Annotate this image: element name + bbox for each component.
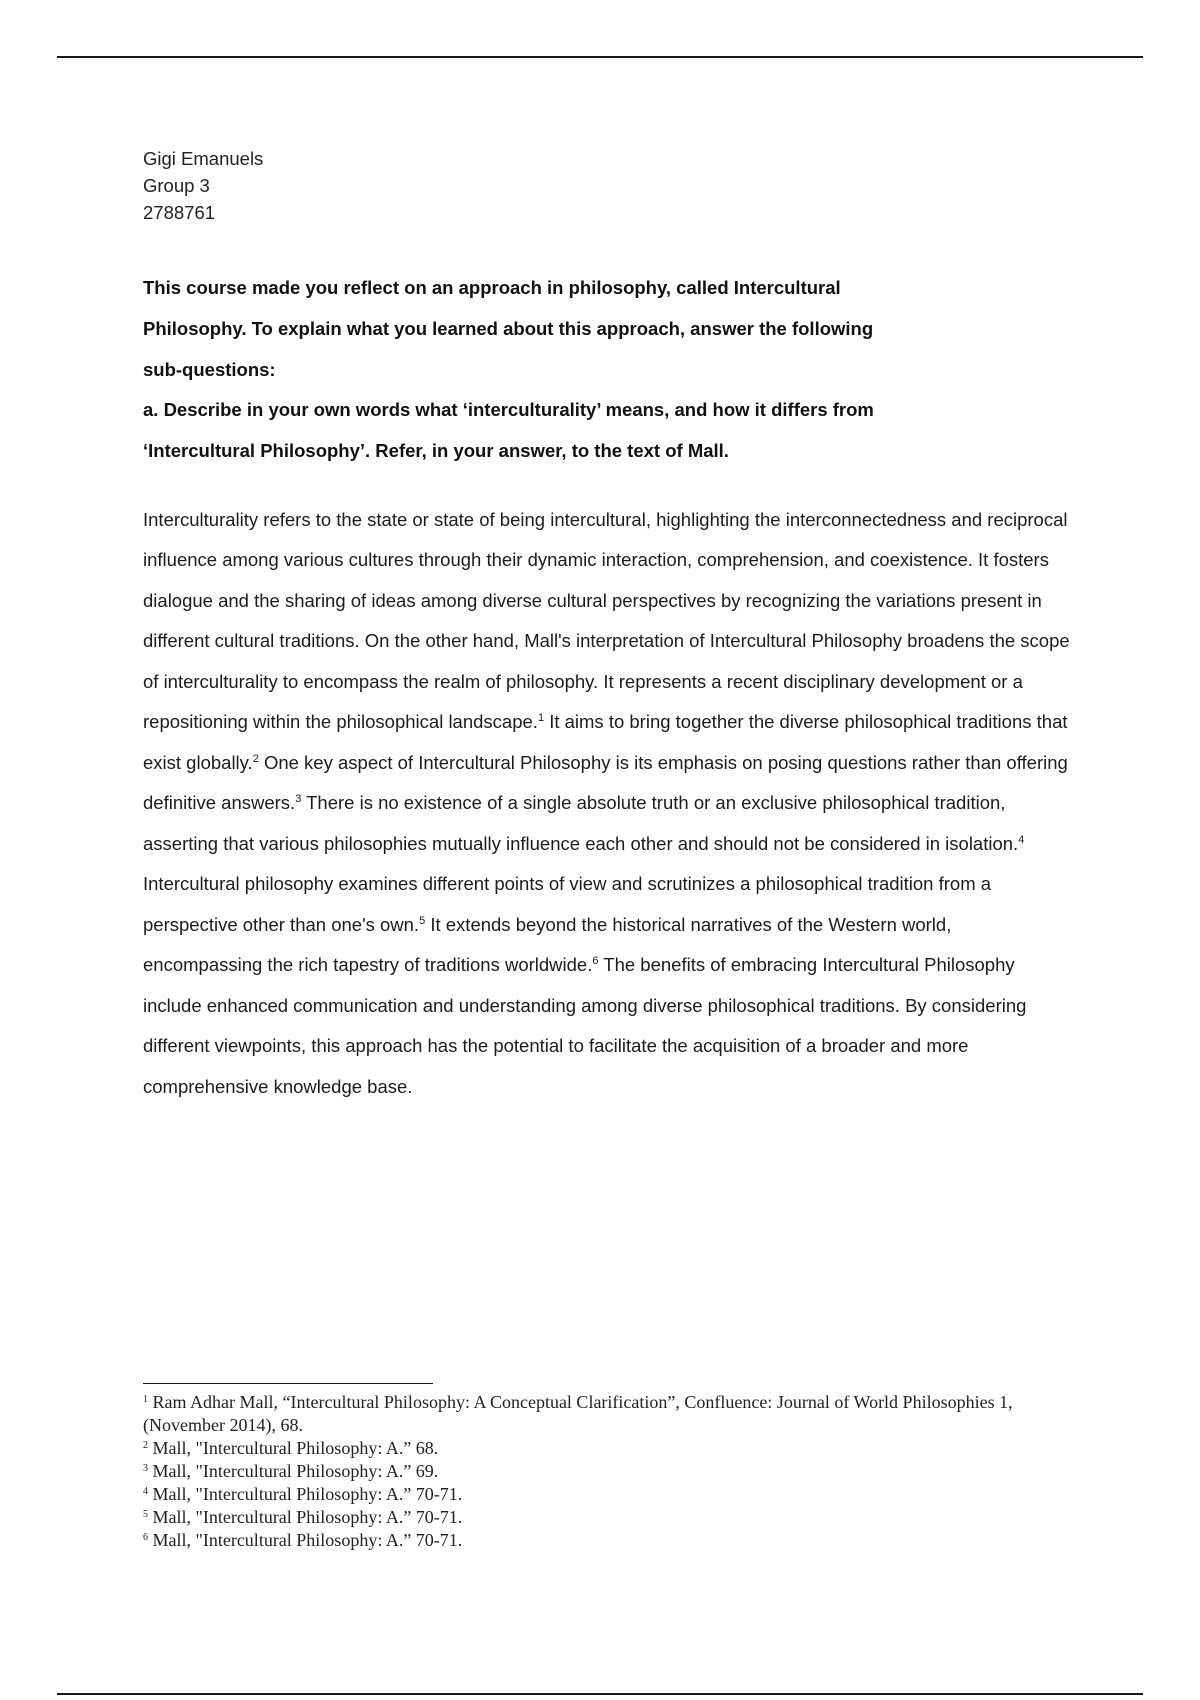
footnote-5 (143, 1506, 1023, 1529)
answer-segment: One key aspect of Intercultural Philosophy is its emphasis on posing questions rather than offering definitive answers. (143, 751, 1068, 814)
footnote-1 (143, 1391, 1023, 1437)
page-bottom-rule (57, 1693, 1143, 1695)
footnote-number: 2 (143, 1440, 148, 1451)
answer-segment: It extends beyond the historical narratives of the Western world, encompassing the rich tapestry of traditions worldwide. (143, 913, 952, 976)
footnote-number: 4 (143, 1486, 148, 1497)
footnote-separator (143, 1383, 433, 1384)
document-content (143, 145, 1073, 1107)
footnote-number: 6 (143, 1532, 148, 1543)
footnote-reference[interactable]: 5 (419, 914, 426, 927)
answer-segment: Interculturality refers to the state or state of being intercultural, highlighting the interconnectedness and reciprocal influence among various cultures through their dynamic interaction, comprehension, and coexistence. It fosters dialogue and the sharing of ideas among diverse cultural perspectives by recognizing the variations present in different cultural traditions. On the other hand, Mall's interpretation of Intercultural Philosophy broadens the scope of interculturality to encompass the realm of philosophy. It represents a recent disciplinary development or a repositioning within the philosophical landscape. (143, 508, 1070, 733)
footnote-text: Mall, "Intercultural Philosophy: A.” 68. (148, 1438, 439, 1458)
footnote-reference[interactable]: 6 (592, 955, 599, 968)
footnote-2 (143, 1437, 1023, 1460)
page-top-rule (57, 56, 1143, 58)
footnote-reference[interactable]: 3 (295, 793, 302, 806)
footnote-text: Mall, "Intercultural Philosophy: A.” 70-71. (148, 1484, 463, 1504)
footnote-4 (143, 1483, 1023, 1506)
footnote-number: 5 (143, 1509, 148, 1520)
student-number: 2788761 (143, 202, 216, 223)
answer-paragraph (143, 500, 1073, 1108)
author-name: Gigi Emanuels (143, 148, 264, 169)
footnote-reference[interactable]: 1 (537, 712, 545, 725)
footnote-3 (143, 1460, 1023, 1483)
author-block (143, 145, 1073, 226)
answer-segment: It aims to bring together the diverse philosophical traditions that exist globally. (143, 711, 1068, 773)
author-group: Group 3 (143, 175, 210, 196)
assignment-question (143, 268, 903, 472)
footnote-text: Mall, "Intercultural Philosophy: A.” 70-71. (148, 1530, 463, 1550)
question-intro: This course made you reflect on an approach in philosophy, called Intercultural Philosophy. To explain what you learned about this approach, answer the following sub-questions: (143, 277, 874, 380)
footnote-text: Ram Adhar Mall, “Intercultural Philosophy: A Conceptual Clarification”, Confluence: Journal of World Philosophies 1, (November 2014), 68. (143, 1392, 1013, 1435)
footnote-number: 3 (143, 1463, 148, 1474)
footnote-reference[interactable]: 2 (252, 752, 259, 765)
footnote-text: Mall, "Intercultural Philosophy: A.” 69. (148, 1461, 439, 1481)
answer-segment: There is no existence of a single absolute truth or an exclusive philosophical tradition, asserting that various philosophies mutually influence each other and should not be considered in isolation. (143, 792, 1019, 854)
footnotes (143, 1391, 1023, 1552)
answer-segment: Intercultural philosophy examines different points of view and scrutinizes a philosophical tradition from a perspective other than one's own. (143, 873, 992, 935)
footnote-text: Mall, "Intercultural Philosophy: A.” 70-71. (148, 1507, 463, 1527)
footnote-reference[interactable]: 4 (1018, 833, 1025, 846)
question-sub-a: a. Describe in your own words what ‘interculturality’ means, and how it differs from ‘Intercultural Philosophy’. Refer, in your answer, to the text of Mall. (143, 399, 874, 462)
answer-segment: The benefits of embracing Intercultural Philosophy include enhanced communication and understanding among diverse philosophical traditions. By considering different viewpoints, this approach has the potential to facilitate the acquisition of a broader and more comprehensive knowledge base. (143, 954, 1027, 1097)
footnote-number: 1 (143, 1394, 148, 1405)
footnote-6 (143, 1529, 1023, 1552)
